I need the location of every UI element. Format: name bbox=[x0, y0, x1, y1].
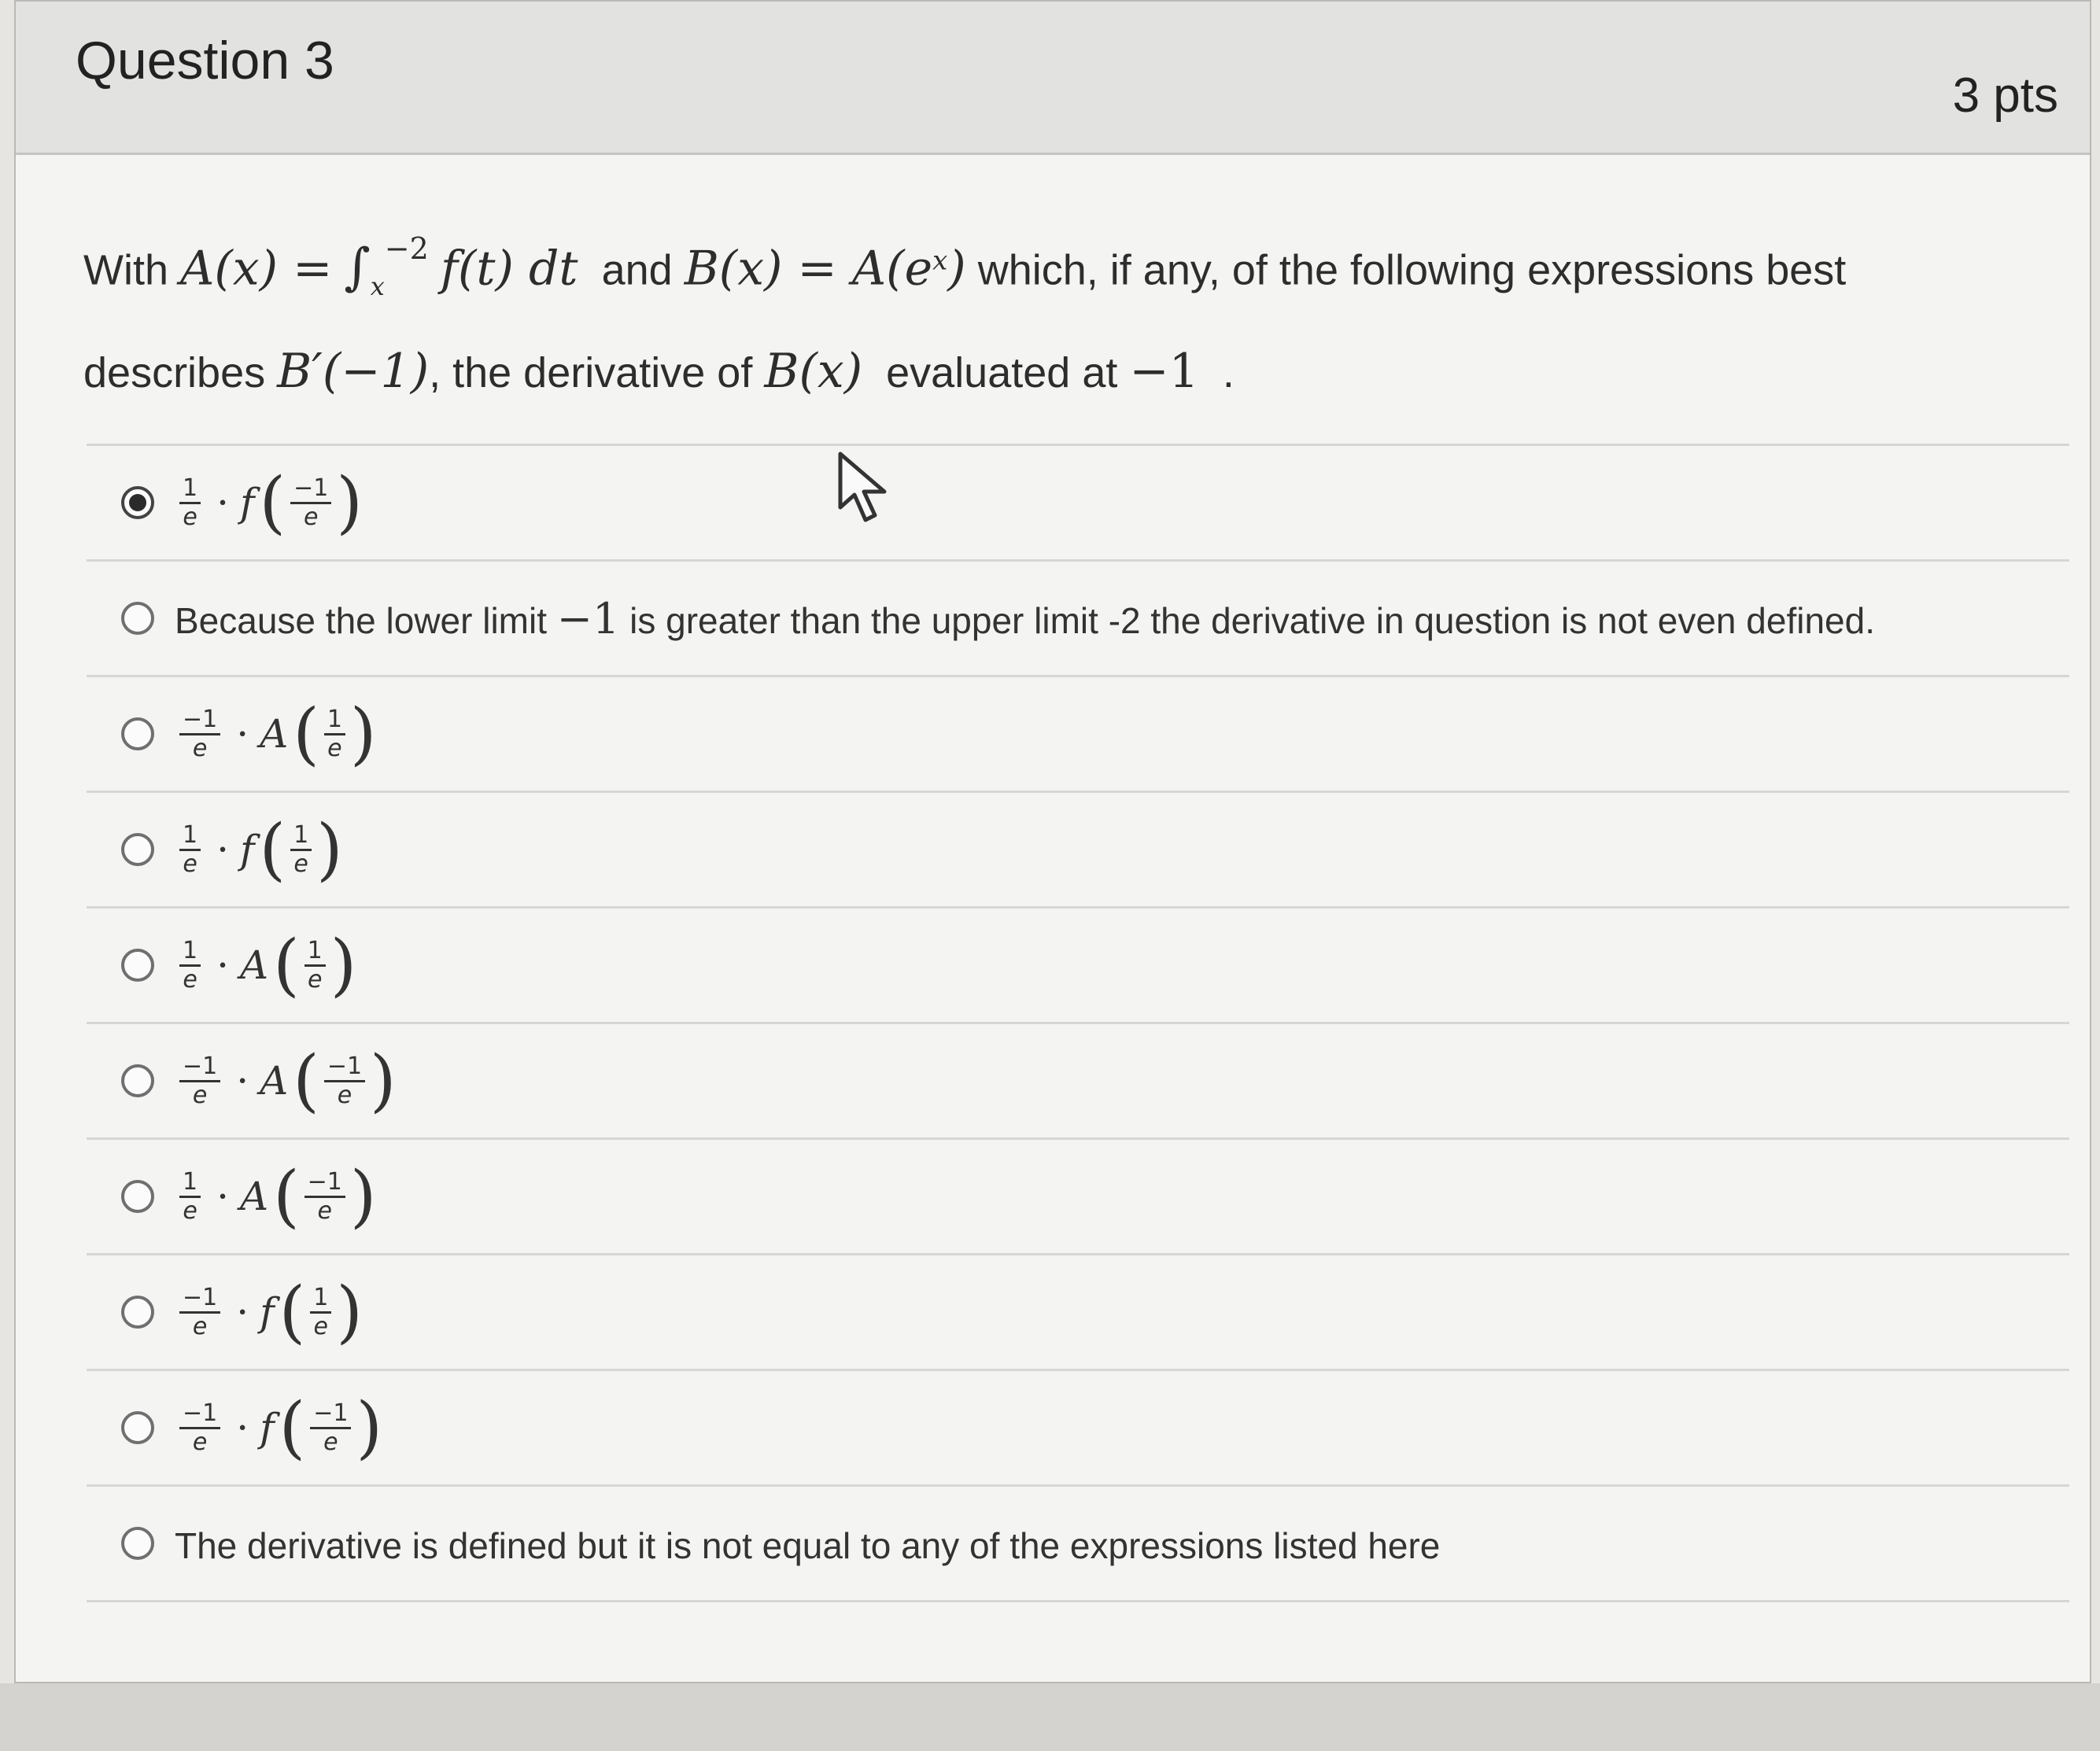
argument-fraction bbox=[310, 1400, 351, 1456]
q-B-close: ) bbox=[947, 241, 966, 297]
question-title: Question 3 bbox=[76, 31, 334, 90]
q-middle: , the derivative of bbox=[429, 349, 753, 397]
left-paren: ( bbox=[293, 1041, 319, 1120]
argument-fraction bbox=[290, 822, 312, 878]
argument-fraction bbox=[304, 938, 326, 993]
coef-denominator: e bbox=[183, 965, 197, 993]
coef-numerator: 1 bbox=[179, 475, 201, 504]
bottom-edge bbox=[0, 1683, 2100, 1751]
radio-button-icon[interactable] bbox=[121, 1180, 154, 1213]
coefficient-fraction bbox=[179, 1169, 201, 1225]
multiply-dot: · bbox=[236, 1405, 249, 1451]
answer-option-8[interactable] bbox=[87, 1253, 2069, 1369]
answer-expression bbox=[175, 1273, 363, 1351]
radio-button-icon[interactable] bbox=[121, 602, 154, 635]
coef-denominator: e bbox=[192, 734, 208, 762]
coef-numerator: 1 bbox=[179, 822, 201, 851]
answer-expression bbox=[175, 1041, 397, 1120]
arg-denominator: e bbox=[307, 965, 323, 993]
left-paren: ( bbox=[273, 1157, 300, 1236]
right-paren: ) bbox=[330, 926, 357, 1005]
multiply-dot: · bbox=[216, 827, 229, 872]
coef-denominator: e bbox=[192, 1312, 208, 1340]
answer-option-1[interactable] bbox=[87, 444, 2069, 559]
left-paren: ( bbox=[259, 810, 286, 889]
answer-option-7[interactable] bbox=[87, 1137, 2069, 1253]
question-text bbox=[83, 214, 2019, 415]
answer-option-4[interactable] bbox=[87, 791, 2069, 906]
mouse-pointer-icon bbox=[836, 451, 899, 529]
coef-numerator: −1 bbox=[179, 1285, 220, 1314]
arg-denominator: e bbox=[327, 734, 342, 762]
q-evaluated: evaluated at bbox=[886, 349, 1118, 397]
q-and: and bbox=[601, 246, 673, 294]
coefficient-fraction bbox=[179, 938, 201, 993]
function-name: f bbox=[240, 827, 255, 872]
q-B-exp: x bbox=[932, 245, 948, 277]
answer-text-post: is greater than the upper limit -2 the derivative in question is not even defined. bbox=[629, 599, 1875, 641]
answer-text-math: −1 bbox=[556, 593, 620, 643]
argument-fraction bbox=[304, 1169, 345, 1225]
question-header bbox=[16, 2, 2090, 155]
coef-denominator: e bbox=[183, 850, 197, 878]
left-paren: ( bbox=[279, 1388, 306, 1467]
integral-upper-limit: −2 bbox=[384, 231, 429, 266]
q-which: which, if any, of the following expressions best bbox=[977, 246, 1847, 294]
left-paren: ( bbox=[279, 1273, 306, 1351]
function-name: A bbox=[240, 1174, 269, 1219]
arg-numerator: −1 bbox=[304, 1169, 345, 1198]
q-describes: describes bbox=[83, 349, 266, 397]
arg-denominator: e bbox=[337, 1081, 352, 1109]
coefficient-fraction bbox=[179, 1053, 220, 1109]
question-points: 3 pts bbox=[1952, 68, 2058, 123]
multiply-dot: · bbox=[216, 480, 229, 525]
coefficient-fraction bbox=[179, 1285, 220, 1340]
arg-numerator: 1 bbox=[324, 706, 345, 735]
arg-denominator: e bbox=[317, 1196, 333, 1225]
arg-denominator: e bbox=[303, 503, 319, 531]
right-paren: ) bbox=[336, 463, 363, 542]
answer-option-6[interactable] bbox=[87, 1022, 2069, 1137]
arg-denominator: e bbox=[293, 850, 308, 878]
radio-button-icon[interactable] bbox=[121, 833, 154, 866]
right-paren: ) bbox=[370, 1041, 397, 1120]
answer-expression bbox=[175, 810, 343, 889]
coef-numerator: 1 bbox=[179, 938, 201, 967]
answer-expression bbox=[175, 695, 377, 773]
right-paren: ) bbox=[356, 1388, 383, 1467]
answer-expression bbox=[175, 926, 357, 1005]
function-name: f bbox=[260, 1405, 275, 1451]
right-paren: ) bbox=[336, 1273, 363, 1351]
q-Bprime: B′(−1) bbox=[277, 344, 430, 400]
q-A-def: A(x) = bbox=[180, 241, 333, 297]
argument-fraction bbox=[324, 1053, 365, 1109]
right-paren: ) bbox=[316, 810, 343, 889]
answer-option-10[interactable] bbox=[87, 1484, 2069, 1602]
radio-button-icon[interactable] bbox=[121, 717, 154, 750]
radio-button-icon[interactable] bbox=[121, 1296, 154, 1329]
answer-option-5[interactable] bbox=[87, 906, 2069, 1022]
integral-sign: $\int_x^{-2}$ bbox=[344, 231, 429, 302]
radio-button-icon[interactable] bbox=[121, 949, 154, 982]
coef-denominator: e bbox=[183, 1196, 197, 1225]
radio-button-icon[interactable] bbox=[121, 1527, 154, 1560]
coefficient-fraction bbox=[179, 822, 201, 878]
right-paren: ) bbox=[349, 1157, 377, 1236]
arg-denominator: e bbox=[313, 1312, 328, 1340]
coef-numerator: −1 bbox=[179, 1400, 220, 1429]
q-neg1: −1 bbox=[1129, 344, 1199, 400]
arg-numerator: 1 bbox=[304, 938, 326, 967]
radio-button-icon[interactable] bbox=[121, 1064, 154, 1097]
q-with: With bbox=[83, 246, 168, 294]
answer-option-2[interactable] bbox=[87, 559, 2069, 675]
answer-option-9[interactable] bbox=[87, 1369, 2069, 1484]
coef-numerator: 1 bbox=[179, 1169, 201, 1198]
q-B-def: B(x) = A(e bbox=[684, 241, 933, 297]
argument-fraction bbox=[310, 1285, 331, 1340]
coef-denominator: e bbox=[183, 503, 197, 531]
left-paren: ( bbox=[259, 463, 286, 542]
answer-text bbox=[175, 1519, 1440, 1569]
multiply-dot: · bbox=[216, 1174, 229, 1219]
answer-expression bbox=[175, 1388, 383, 1467]
integral-lower-limit: x bbox=[370, 271, 385, 302]
multiply-dot: · bbox=[236, 1289, 249, 1335]
radio-button-icon[interactable] bbox=[121, 486, 154, 519]
coefficient-fraction bbox=[179, 475, 201, 531]
q-integrand: f(t) dt bbox=[440, 241, 578, 297]
multiply-dot: · bbox=[236, 711, 249, 757]
q-period: . bbox=[1222, 349, 1235, 397]
coefficient-fraction bbox=[179, 1400, 220, 1456]
answer-expression bbox=[175, 463, 363, 542]
arg-denominator: e bbox=[323, 1428, 338, 1456]
coef-numerator: −1 bbox=[179, 1053, 220, 1082]
arg-numerator: −1 bbox=[290, 475, 331, 504]
function-name: A bbox=[240, 942, 269, 988]
answer-option-3[interactable] bbox=[87, 675, 2069, 791]
left-paren: ( bbox=[293, 695, 319, 773]
q-Bx: B(x) bbox=[764, 344, 863, 400]
argument-fraction bbox=[324, 706, 345, 762]
argument-fraction bbox=[290, 475, 331, 531]
answer-text bbox=[175, 594, 1875, 643]
coef-denominator: e bbox=[192, 1428, 208, 1456]
coef-numerator: −1 bbox=[179, 706, 220, 735]
answer-list bbox=[87, 444, 2069, 1602]
arg-numerator: −1 bbox=[324, 1053, 365, 1082]
arg-numerator: −1 bbox=[310, 1400, 351, 1429]
arg-numerator: 1 bbox=[290, 822, 312, 851]
radio-button-icon[interactable] bbox=[121, 1411, 154, 1444]
question-panel bbox=[14, 0, 2091, 1683]
function-name: A bbox=[260, 1058, 289, 1104]
coefficient-fraction bbox=[179, 706, 220, 762]
left-paren: ( bbox=[273, 926, 300, 1005]
function-name: f bbox=[240, 480, 255, 525]
coef-denominator: e bbox=[192, 1081, 208, 1109]
answer-text-pre: Because the lower limit bbox=[175, 599, 547, 641]
function-name: A bbox=[260, 711, 289, 757]
right-paren: ) bbox=[349, 695, 377, 773]
answer-expression bbox=[175, 1157, 377, 1236]
function-name: f bbox=[260, 1289, 275, 1335]
answer-text-pre: The derivative is defined but it is not equal to any of the expressions listed here bbox=[175, 1524, 1441, 1566]
arg-numerator: 1 bbox=[310, 1285, 331, 1314]
multiply-dot: · bbox=[216, 942, 229, 988]
multiply-dot: · bbox=[236, 1058, 249, 1104]
